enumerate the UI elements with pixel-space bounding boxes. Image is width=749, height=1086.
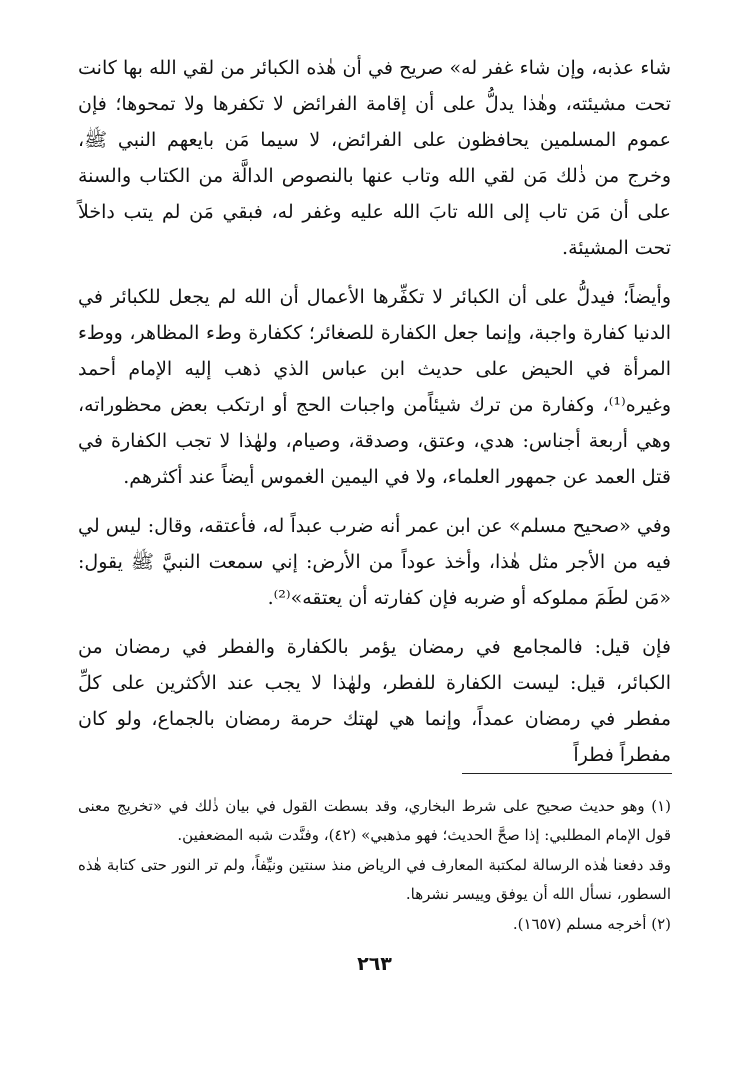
footnote-1-continued: وقد دفعنا هٰذه الرسالة لمكتبة المعارف في الرياض منذ سنتين ونيِّفاً، ولم تر النور حتى كتابة هٰذه السطور، نسأل الله أن يوفق وييسر نشرها. — [78, 856, 671, 903]
footnotes — [78, 792, 671, 939]
paragraph-3: وفي «صحيح مسلم» عن ابن عمر أنه ضرب عبداً له، فأعتقه، وقال: ليس لي فيه من الأجر مثل هٰذا، وأخذ عوداً من الأرض: إني سمعت النبيَّ ﷺ يقول: «مَن لطَمَ مملوكه أو ضربه فإن كفارته أن يعتقه»⁽²⁾. — [78, 515, 671, 609]
paragraph-2: وأيضاً؛ فيدلُّ على أن الكبائر لا تكفِّرها الأعمال أن الله لم يجعل للكبائر في الدنيا كفارة واجبة، وإنما جعل الكفارة للصغائر؛ ككفارة وطء المظاهر، ووطء المرأة في الحيض على حديث ابن عباس الذي ذهب إليه الإمام أحمد وغيره⁽¹⁾، وكفارة من ترك شيئاًمن واجبات الحج أو ارتكب بعض محظوراته، وهي أربعة أجناس: هدي، وعتق، وصدقة، وصيام، ولهٰذا لا تجب الكفارة في قتل العمد عن جمهور العلماء، ولا في اليمين الغموس أيضاً عند أكثرهم. — [78, 286, 671, 488]
footnote-2: (٢) أخرجه مسلم (١٦٥٧). — [512, 915, 671, 933]
paragraph-1: شاء عذبه، وإن شاء غفر له» صريح في أن هٰذه الكبائر من لقي الله بها كانت تحت مشيئته، وهٰذا يدلُّ على أن إقامة الفرائض لا تكفرها ولا تمحوها؛ فإن عموم المسلمين يحافظون على الفرائض، لا سيما مَن بايعهم النبي ﷺ، وخرج من ذٰلك مَن لقي الله وتاب عنها بالنصوص الدالَّة من الكتاب والسنة على أن مَن تاب إلى الله تابَ الله عليه وغفر له، فبقي مَن لم يتب داخلاً تحت المشيئة. — [78, 57, 671, 259]
footnote-1: (١) وهو حديث صحيح على شرط البخاري، وقد بسطت القول في بيان ذٰلك في «تخريج معنى قول الإمام المطلبي: إذا صحَّ الحديث؛ فهو مذهبي» (٤٢)، وفنَّدت شبه المضعفين. — [78, 797, 671, 844]
paragraph-4: فإن قيل: فالمجامع في رمضان يؤمر بالكفارة والفطر في رمضان من الكبائر، قيل: ليست الكفارة للفطر، ولهٰذا لا يجب عند الأكثرين على كلِّ مفطر في رمضان عمداً، وإنما هي لهتك حرمة رمضان بالجماع، ولو كان مفطراً فطراً — [78, 636, 671, 766]
page-number: ٢٦٣ — [357, 953, 392, 975]
footnote-separator — [462, 773, 672, 774]
main-text — [78, 50, 671, 773]
